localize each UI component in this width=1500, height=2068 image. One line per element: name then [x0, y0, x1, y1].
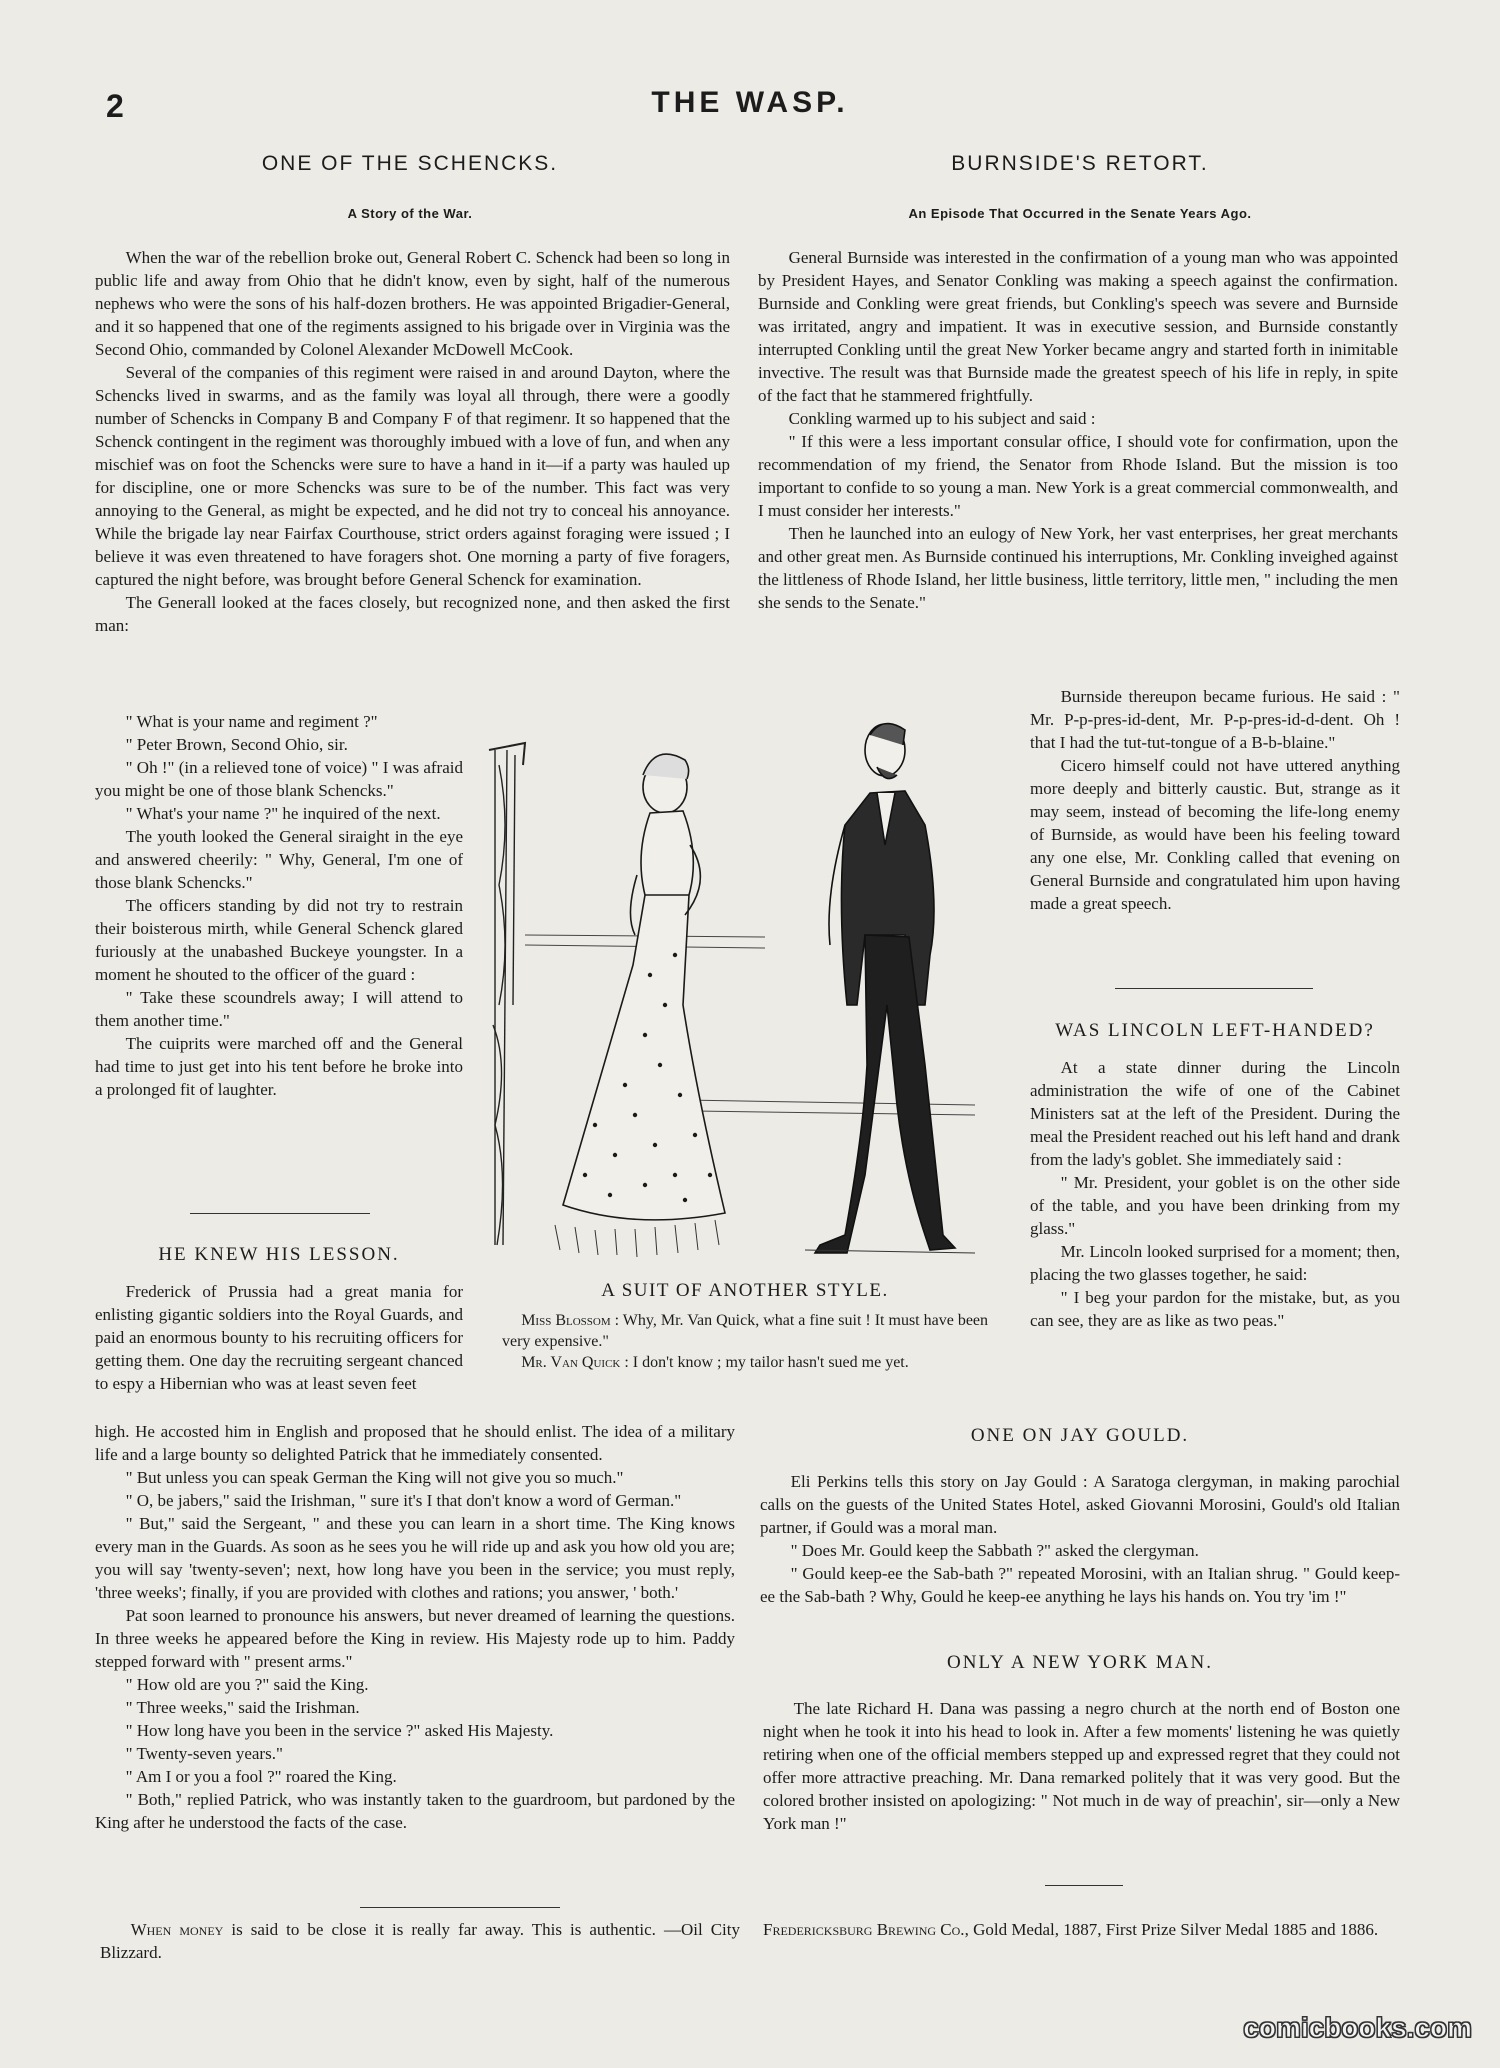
- money-item: [100, 1918, 740, 1964]
- gould-p2: " Does Mr. Gould keep the Sabbath ?" asked the clergyman.: [790, 1541, 1199, 1560]
- lesson-p1: Frederick of Prussia had a great mania for enlisting gigantic soldiers into the Royal Guards, and paid an enormous bounty to his recruiting officers for getting them. One day the recruiting sergeant chanced to espy a Hibernian who was at least seven feet: [95, 1282, 463, 1393]
- lesson-p8: " How long have you been in the service ?" asked His Majesty.: [125, 1721, 554, 1740]
- brewing-item: [763, 1918, 1400, 1941]
- illustration-couple: [485, 705, 1005, 1260]
- schencks-p2: Several of the companies of this regiment were raised in and around Dayton, where the Schencks lived in swarms, and as the family was loyal all through, there were a goodly number of Schencks in Company B and Company F of that regimenr. It so happened that the Schenck contingent in the regiment was thoroughly imbued with a love of fun, and when any mischief was on foot the Schencks were sure to have a hand in it—if a party was hauled up for discipline, one or more Schencks was sure to be of the number. This fact was very annoying to the General, as might be expected, and he did not try to conceal his annoyance. While the brigade lay near Fairfax Courthouse, strict orders against foraging were issued ; I believe it was even threatened to have foragers shot. One morning a party of five foragers, captured the night before, was brought before General Schenck for examination.: [95, 363, 730, 589]
- schencks-p3: The Generall looked at the faces closely, but recognized none, and then asked the first man:: [95, 593, 730, 635]
- lesson-p6: " How old are you ?" said the King.: [125, 1675, 369, 1694]
- lesson-title: HE KNEW HIS LESSON.: [158, 1244, 400, 1265]
- illustration-caption: [502, 1310, 992, 1373]
- schencks-p1: When the war of the rebellion broke out, General Robert C. Schenck had been so long in public life and away from Ohio that he didn't know, even by sight, half of the numerous nephews who were the sons of his half-dozen brothers. He was appointed Brigadier-General, and it so happened that one of the regiments assigned to his brigade over in Virginia was the Second Ohio, commanded by Colonel Alexander McDowell McCook.: [95, 248, 730, 359]
- lesson-p9: " Twenty-seven years.": [125, 1744, 283, 1763]
- burnside-title: BURNSIDE'S RETORT.: [951, 152, 1209, 175]
- lesson-article-narrow: [95, 1280, 463, 1395]
- gould-p1: Eli Perkins tells this story on Jay Gould : A Saratoga clergyman, in making parochial calls on the guests of the United States Hotel, asked Giovanni Morosini, Gould's old Italian partner, if Gould was a moral man.: [760, 1472, 1400, 1537]
- lesson-p7: " Three weeks," said the Irishman.: [125, 1698, 360, 1717]
- lincoln-p4: " I beg your pardon for the mistake, but, as you can see, they are as like as two peas.": [1030, 1288, 1400, 1330]
- schencks-p4: " What is your name and regiment ?": [125, 712, 378, 731]
- caption-line-1: [502, 1310, 992, 1352]
- lesson-p4: " But," said the Sergeant, " and these you can learn in a short time. The King knows every man in the Guards. As soon as he sees you he will ride up and ask you how old you are; you will say 'twenty-seven'; next, how long have you been in the service; you must reply, 'three weeks'; finally, if you are provided with clothes and rations; you answer, ' both.': [95, 1514, 735, 1602]
- divider: [1115, 988, 1313, 989]
- lincoln-p3: Mr. Lincoln looked surprised for a moment; then, placing the two glasses together, he said:: [1030, 1242, 1400, 1284]
- divider: [1045, 1885, 1123, 1886]
- schencks-title: ONE OF THE SCHENCKS.: [261, 152, 559, 175]
- lesson-p10: " Am I or you a fool ?" roared the King.: [125, 1767, 397, 1786]
- caption-line-2: [502, 1352, 992, 1373]
- caption-dialogue-1: Why, Mr. Van Quick, what a fine suit ! It must have been very expensive.": [502, 1312, 989, 1350]
- burnside-p4: Then he launched into an eulogy of New York, her vast enterprises, her great merchants and other great men. As Burnside continued his interruptions, Mr. Conkling inveighed against the littleness of Rhode Island, her little business, little territory, little men, " including the men she sends to the Senate.": [758, 524, 1398, 612]
- burnside-p2: Conkling warmed up to his subject and said :: [788, 409, 1096, 428]
- schencks-article-narrow: [95, 710, 463, 1101]
- burnside-p6: Cicero himself could not have uttered anything more deeply and bitterly caustic. But, strange as it may seem, instead of becoming the life-long enemy of Burnside, as would have been his feeling toward any one else, Mr. Conkling called that evening on General Burnside and congratulated him upon having made a great speech.: [1030, 756, 1400, 913]
- masthead: THE WASP.: [651, 86, 849, 119]
- lesson-p2: " But unless you can speak German the King will not give you so much.": [125, 1468, 624, 1487]
- divider: [360, 1907, 560, 1908]
- lincoln-article: [1030, 1056, 1400, 1332]
- schencks-p9: The officers standing by did not try to restrain their boisterous mirth, while General Schenck glared furiously at the unabashed Buckeye youngster. In a moment he shouted to the officer of the guard :: [95, 896, 463, 984]
- schencks-p8: The youth looked the General siraight in the eye and answered cheerily: " Why, General, I'm one of those blank Schencks.": [95, 827, 463, 892]
- schencks-p5: " Peter Brown, Second Ohio, sir.: [125, 735, 348, 754]
- burnside-article-top: [758, 246, 1398, 614]
- newyork-p1: The late Richard H. Dana was passing a negro church at the north end of Boston one night when he took it into his head to look in. After a few moments' listening he was quietly retiring when one of the official members stepped up and expressed regret that they could not offer more attractive preaching. Mr. Dana remarked politely that it was very good. But the colored brother insisted on apologizing: " Not much in de way of preachin', sir—only a New York man !": [763, 1699, 1400, 1833]
- burnside-p5: Burnside thereupon became furious. He said : " Mr. P-p-pres-id-dent, Mr. P-p-pres-id-d-dent. Oh ! that I had the tut-tut-tongue of a B-b-blaine.": [1030, 687, 1400, 752]
- lincoln-title: WAS LINCOLN LEFT-HANDED?: [1055, 1020, 1375, 1041]
- lincoln-p1: At a state dinner during the Lincoln administration the wife of one of the Cabinet Ministers sat at the left of the President. During the meal the President reached out his left hand and drank from the lady's goblet. She immediately said :: [1030, 1058, 1400, 1169]
- schencks-p10: " Take these scoundrels away; I will attend to them another time.": [95, 988, 463, 1030]
- money-paragraph: [100, 1918, 740, 1964]
- schencks-article-top: [95, 246, 730, 637]
- illustration-title: A SUIT OF ANOTHER STYLE.: [601, 1280, 889, 1301]
- burnside-p3: " If this were a less important consular office, I should vote for confirmation, upon the recommendation of my friend, the Senator from Rhode Island. But the mission is too important to confide to so young a man. New York is a great commercial commonwealth, and I must consider her interests.": [758, 432, 1398, 520]
- speaker-van-quick: Mr. Van Quick :: [521, 1354, 629, 1371]
- schencks-p6: " Oh !" (in a relieved tone of voice) " I was afraid you might be one of those blank Schencks.": [95, 758, 463, 800]
- burnside-subtitle: An Episode That Occurred in the Senate Years Ago.: [908, 206, 1252, 221]
- schencks-p7: " What's your name ?" he inquired of the next.: [125, 804, 441, 823]
- money-rest: is said to be close it is really far away. This is authentic. —Oil City Blizzard.: [100, 1920, 740, 1962]
- brewing-lead: Fredericksburg Brewing Co.: [763, 1920, 965, 1939]
- newyork-article: [763, 1697, 1400, 1835]
- burnside-p1: General Burnside was interested in the confirmation of a young man who was appointed by President Hayes, and Senator Conkling was making a speech against the confirmation. Burnside and Conkling were great friends, but Conkling's speech was severe and Burnside was irritated, angry and impatient. It was in executive session, and Burnside constantly interrupted Conkling until the great New Yorker became angry and started forth in inimitable invective. The result was that Burnside made the greatest speech of his life in reply, in spite of the fact that he stammered frightfully.: [758, 248, 1398, 405]
- page-number: 2: [106, 88, 124, 124]
- lesson-p3: " O, be jabers," said the Irishman, " sure it's I that don't know a word of German.": [125, 1491, 682, 1510]
- speaker-miss-blossom: Miss Blossom :: [521, 1312, 620, 1329]
- gould-title: ONE ON JAY GOULD.: [970, 1425, 1190, 1446]
- lesson-article-wide: [95, 1420, 735, 1834]
- schencks-p11: The cuiprits were marched off and the General had time to just get into his tent before he broke into a prolonged fit of laughter.: [95, 1034, 463, 1099]
- gould-article: [760, 1470, 1400, 1608]
- lesson-p5: Pat soon learned to pronounce his answers, but never dreamed of learning the questions. In three weeks he appeared before the King in review. His Majesty rode up to him. Paddy stepped forward with " present arms.": [95, 1606, 735, 1671]
- lesson-p1b: high. He accosted him in English and proposed that he should enlist. The idea of a military life and a large bounty so delighted Patrick that he immediately consented.: [95, 1422, 735, 1464]
- newyork-title: ONLY A NEW YORK MAN.: [947, 1652, 1213, 1673]
- lincoln-p2: " Mr. President, your goblet is on the other side of the table, and you have been drinking from my glass.": [1030, 1173, 1400, 1238]
- brewing-paragraph: [763, 1918, 1400, 1941]
- money-lead: When money: [130, 1920, 224, 1939]
- lesson-p11: " Both," replied Patrick, who was instantly taken to the guardroom, but pardoned by the King after he understood the facts of the case.: [95, 1790, 735, 1832]
- gould-p3: " Gould keep-ee the Sab-bath ?" repeated Morosini, with an Italian shrug. " Gould keep-ee the Sab-bath ? Why, Gould he keep-ee anything he lays his hands on. You try 'im !": [760, 1564, 1400, 1606]
- watermark-logo: comicbooks.com: [1243, 2012, 1472, 2043]
- brewing-rest: , Gold Medal, 1887, First Prize Silver Medal 1885 and 1886.: [964, 1920, 1379, 1939]
- schencks-subtitle: A Story of the War.: [347, 206, 473, 221]
- burnside-article-narrow: [1030, 685, 1400, 915]
- divider: [190, 1213, 370, 1214]
- caption-dialogue-2: I don't know ; my tailor hasn't sued me yet.: [628, 1354, 909, 1371]
